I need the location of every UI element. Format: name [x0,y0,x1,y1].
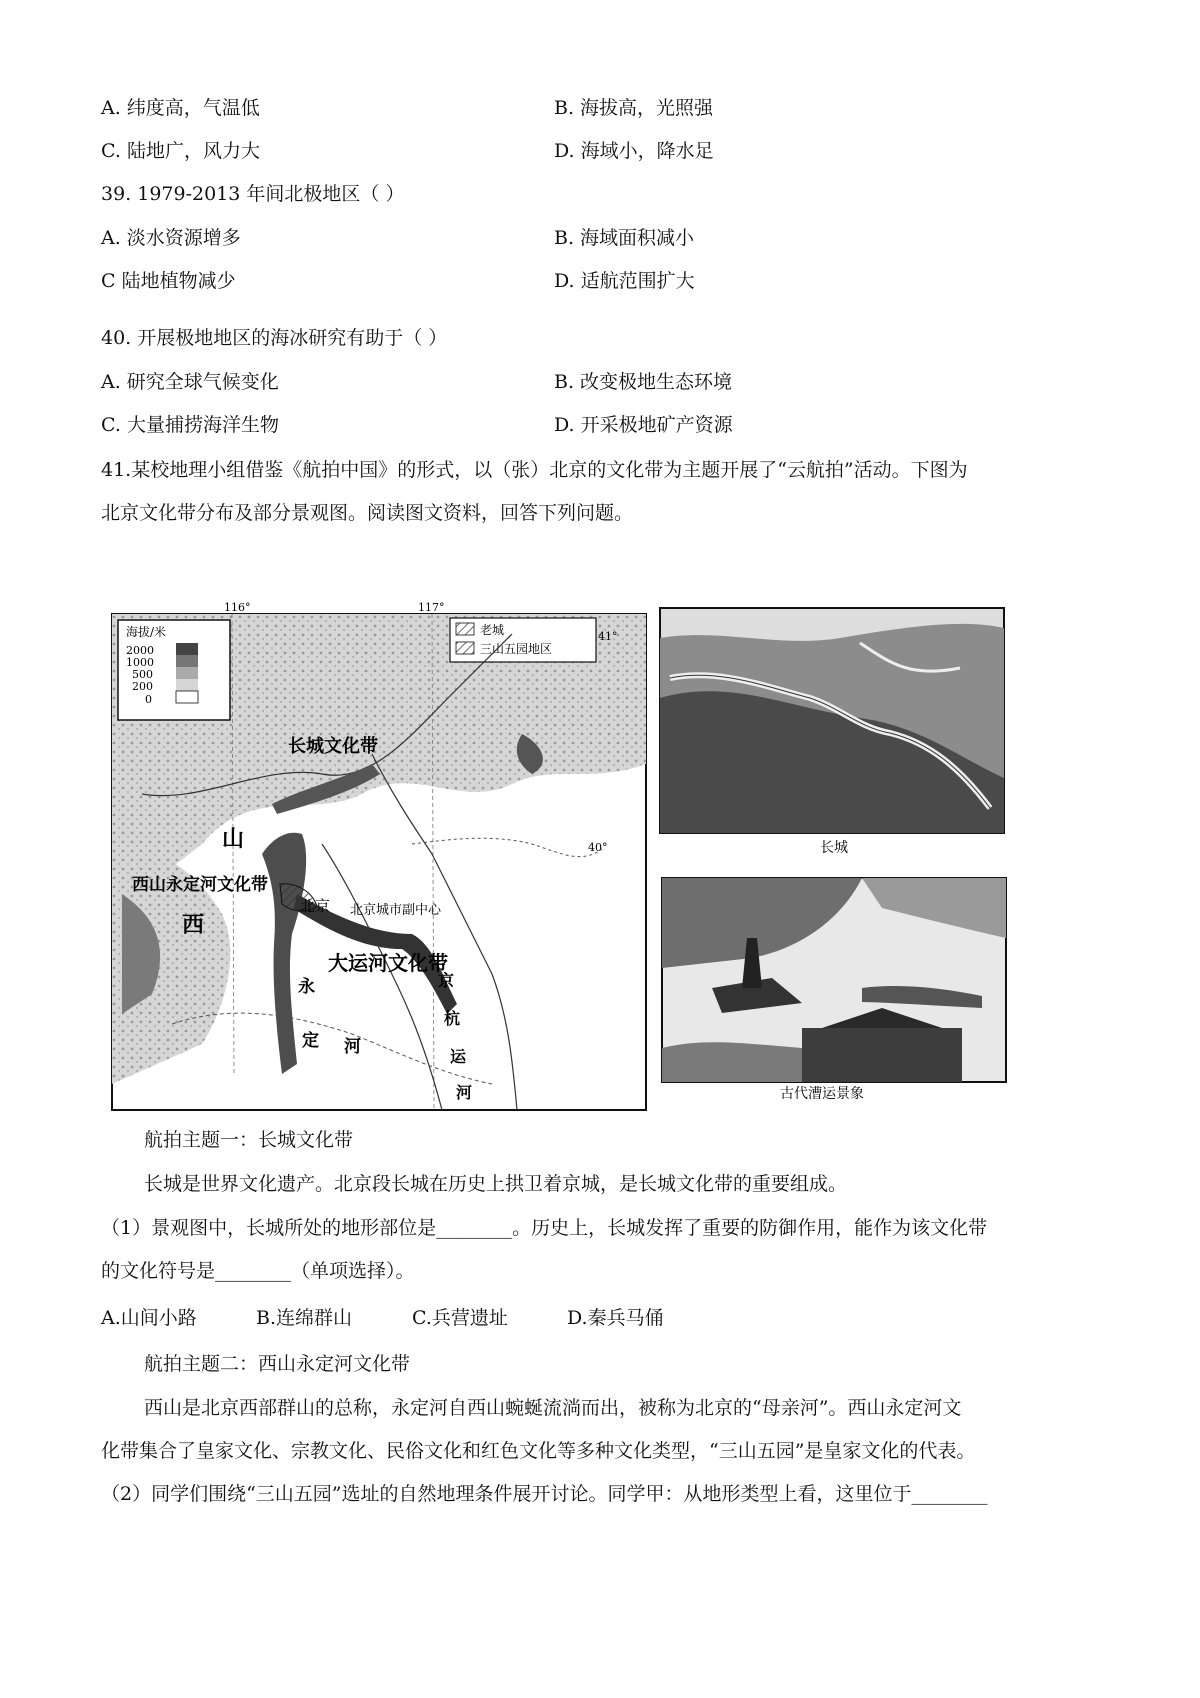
latitude-label: 41° [598,630,618,643]
theme2-line2: 化带集合了皇家文化、宗教文化、民俗文化和红色文化等多种文化类型，“三山五园”是皇家文化的代表。 [101,1440,976,1462]
q38-option-c: C. 陆地广，风力大 [101,140,260,162]
label-xishan-belt: 西山永定河文化带 [132,875,268,895]
theme2-line1: 西山是北京西部群山的总称，永定河自西山蜿蜒流淌而出，被称为北京的“母亲河”。西山永定河文 [144,1397,962,1419]
label-jinghang: 杭 [444,1009,461,1028]
theme1-title: 航拍主题一：长城文化带 [144,1129,354,1151]
q40-option-a: A. 研究全球气候变化 [101,371,279,393]
label-canal-belt: 大运河文化带 [328,951,448,975]
beijing-culture-belt-map [112,601,646,1110]
sub1-line1: （1）景观图中，长城所处的地形部位是________。历史上，长城发挥了重要的防御作用，能作为该文化带 [101,1217,988,1239]
legend-value: 0 [145,693,152,706]
longitude-label: 117° [418,601,445,614]
sub1-line2: 的文化符号是________（单项选择）。 [101,1260,415,1282]
theme2-title: 航拍主题二：西山永定河文化带 [144,1353,411,1375]
q39-stem: 39. 1979-2013 年间北极地区（ ） [101,183,405,205]
great-wall-photo [660,608,1004,858]
photo-caption-canal: 古代漕运景象 [780,1086,864,1102]
label-yong: 永 [298,977,315,997]
sub1-option: A.山间小路 [101,1307,197,1329]
latitude-label: 40° [588,841,608,854]
legend-sanshan: 三山五园地区 [480,642,553,656]
label-jinghang: 京 [438,971,455,990]
q40-option-b: B. 改变极地生态环境 [554,371,733,393]
photo-caption-great-wall: 长城 [820,840,848,856]
label-beijing: 北京 [300,897,331,915]
canal-transport-photo [662,878,1006,1102]
q39-option-a: A. 淡水资源增多 [101,227,241,249]
q38-option-b: B. 海拔高，光照强 [554,97,714,119]
label-he: 河 [344,1037,361,1057]
q39-option-d: D. 适航范围扩大 [554,270,695,292]
label-great-wall-belt: 长城文化带 [288,736,378,757]
label-subcenter: 北京城市副中心 [350,903,442,918]
q41-intro-line1: 41.某校地理小组借鉴《航拍中国》的形式，以（张）北京的文化带为主题开展了“云航拍”活动。下图为 [101,459,968,481]
legend-title: 海拔/米 [126,625,167,639]
q39-option-c: C 陆地植物减少 [101,270,236,292]
q38-option-d: D. 海域小，降水足 [554,140,714,162]
sub1-option: C.兵营遗址 [412,1307,508,1329]
label-jinghang: 河 [456,1083,473,1102]
longitude-label: 116° [224,601,251,614]
label-jinghang: 运 [450,1047,467,1066]
legend-value: 1000 [126,656,154,669]
q39-option-b: B. 海域面积减小 [554,227,695,249]
legend-old-city: 老城 [480,623,505,637]
theme1-text: 长城是世界文化遗产。北京段长城在历史上拱卫着京城，是长城文化带的重要组成。 [144,1173,848,1195]
label-ding: 定 [302,1031,319,1051]
legend-value: 500 [132,668,153,681]
legend-value: 200 [132,680,153,693]
q40-option-c: C. 大量捕捞海洋生物 [101,414,279,436]
q38-option-a: A. 纬度高，气温低 [101,97,260,119]
q41-intro-line2: 北京文化带分布及部分景观图。阅读图文资料，回答下列问题。 [101,502,634,524]
label-shan: 山 [222,826,245,852]
label-xi: 西 [182,912,205,938]
q40-stem: 40. 开展极地地区的海冰研究有助于（ ） [101,327,448,349]
legend-value: 2000 [126,644,154,657]
sub2-line1: （2）同学们围绕“三山五园”选址的自然地理条件展开讨论。同学甲：从地形类型上看，这里位于________ [101,1483,988,1505]
sub1-option: D.秦兵马俑 [567,1307,664,1329]
q40-option-d: D. 开采极地矿产资源 [554,414,733,436]
sub1-option: B.连绵群山 [256,1307,353,1329]
